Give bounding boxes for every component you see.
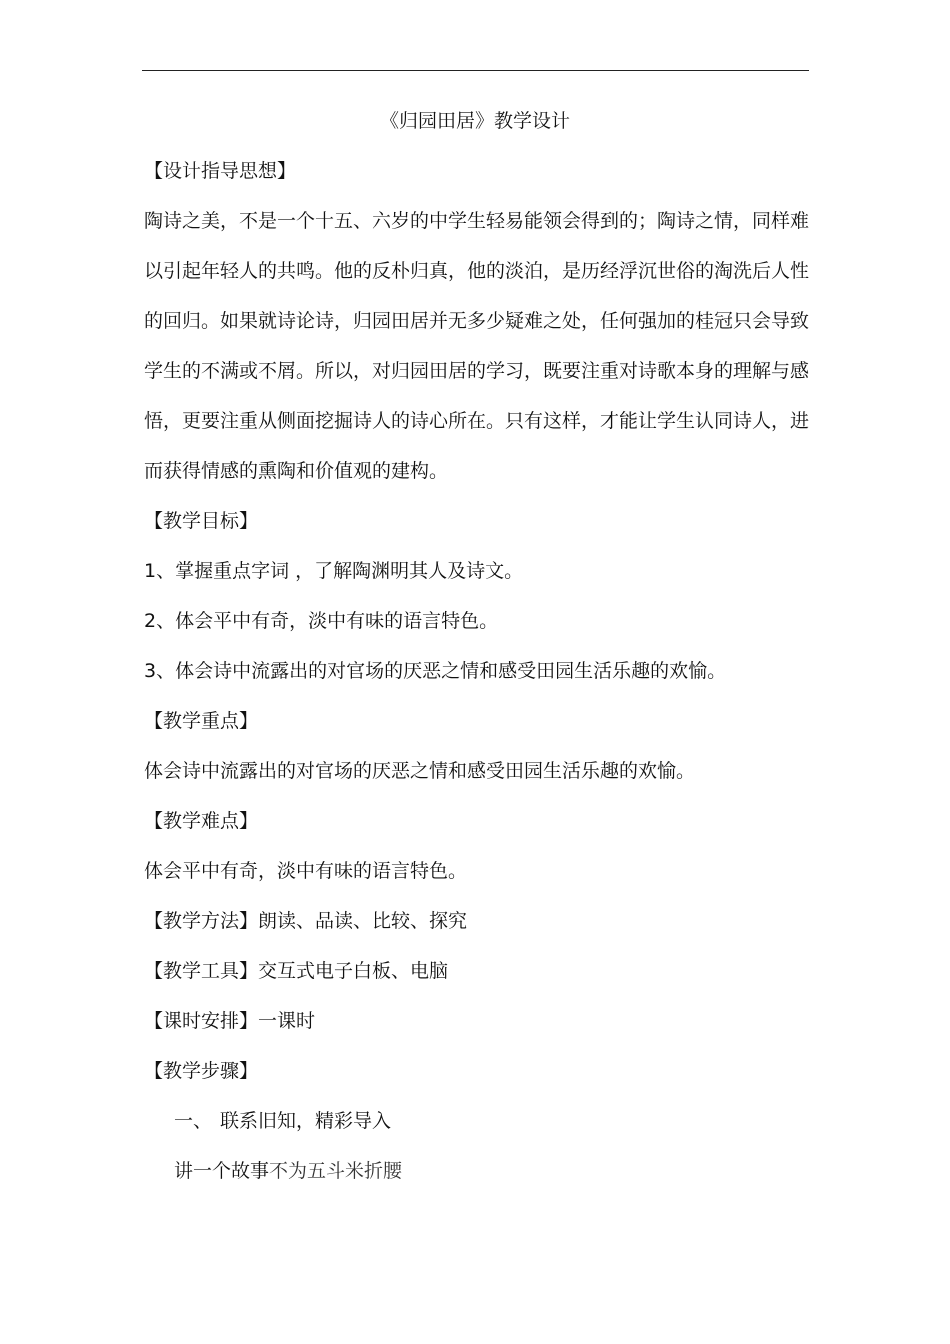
- tools-row: [144, 958, 824, 984]
- heading-key-points: 【教学重点】: [144, 710, 259, 732]
- header-rule: [142, 70, 809, 71]
- paragraph-line: 的回归。如果就诗论诗，归园田居并无多少疑难之处，任何强加的桂冠只会导致: [144, 310, 810, 332]
- heading-objectives: 【教学目标】: [144, 510, 259, 532]
- key-points-text: 体会诗中流露出的对官场的厌恶之情和感受田园生活乐趣的欢愉。: [144, 760, 696, 782]
- story-line: [174, 1158, 854, 1184]
- objective-item: 2、体会平中有奇，淡中有味的语言特色。: [144, 610, 499, 632]
- paragraph-line: 学生的不满或不屑。所以，对归园田居的学习，既要注重对诗歌本身的理解与感: [144, 360, 810, 382]
- schedule-text: 一课时: [258, 1010, 316, 1032]
- methods-row: [144, 908, 824, 934]
- methods-text: 朗读、品读、比较、探究: [258, 910, 468, 932]
- objective-item: 1、掌握重点字词 ，了解陶渊明其人及诗文。: [144, 560, 524, 582]
- step-1-text: 联系旧知，精彩导入: [220, 1110, 392, 1132]
- page-title: 《归园田居》教学设计: [379, 110, 570, 132]
- heading-steps: 【教学步骤】: [144, 1060, 259, 1082]
- paragraph-line: 而获得情感的熏陶和价值观的建构。: [144, 460, 449, 482]
- tools-text: 交互式电子白板、电脑: [258, 960, 449, 982]
- objective-item: 3、体会诗中流露出的对官场的厌恶之情和感受田园生活乐趣的欢愉。: [144, 660, 727, 682]
- difficulties-text: 体会平中有奇，淡中有味的语言特色。: [144, 860, 468, 882]
- story-prefix: 讲一个故事: [174, 1160, 270, 1182]
- paragraph-line: 陶诗之美，不是一个十五、六岁的中学生轻易能领会得到的；陶诗之情，同样难: [144, 210, 810, 232]
- story-title: 不为五斗米折腰: [269, 1160, 403, 1182]
- heading-guiding-thought: 【设计指导思想】: [144, 160, 297, 182]
- step-1-number: 一、: [174, 1110, 213, 1132]
- heading-schedule: 【课时安排】: [144, 1010, 259, 1032]
- heading-tools: 【教学工具】: [144, 960, 259, 982]
- schedule-row: [144, 1008, 824, 1034]
- heading-difficulties: 【教学难点】: [144, 810, 259, 832]
- paragraph-line: 悟，更要注重从侧面挖掘诗人的诗心所在。只有这样，才能让学生认同诗人，进: [144, 410, 810, 432]
- step-1: [174, 1108, 854, 1134]
- paragraph-line: 以引起年轻人的共鸣。他的反朴归真，他的淡泊，是历经浮沉世俗的淘洗后人性: [144, 260, 810, 282]
- heading-methods: 【教学方法】: [144, 910, 259, 932]
